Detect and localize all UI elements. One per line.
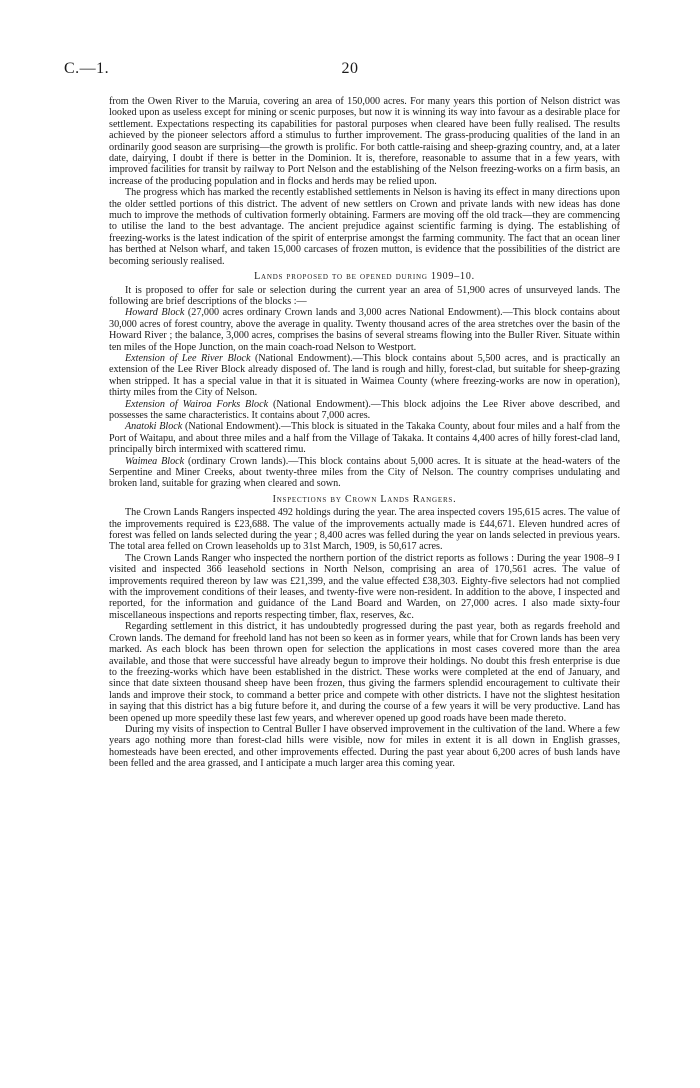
block-text-anatoki: (National Endowment).—This block is situated in the Takaka County, about four miles and a half from the Port of Waitapu, and about three miles and a half from the Village of Takaka. It contains 4,400 acres of hilly forest-clad land, principally birch intermixed with scattered rimu. <box>109 421 620 456</box>
paragraph-inspections-summary: The Crown Lands Rangers inspected 492 holdings during the year. The area inspected covers 195,615 acres. The value of the improvements required is £23,688. The value of the improvements actually made is £44,671. Eleven hundred acres of forest was felled on lands selected during the year ; 8,400 acres was felled during the year on lands selected in previous years. The total area felled on Crown leaseholds up to 31st March, 1909, is 50,617 acres. <box>109 507 620 553</box>
paragraph-wairoa-forks-block <box>109 399 620 422</box>
block-name-waimea: Waimea Block <box>125 455 185 467</box>
heading-inspections: Inspections by Crown Lands Rangers. <box>272 493 457 505</box>
document-body <box>109 96 620 770</box>
block-name-wairoa-forks: Extension of Wairoa Forks Block <box>125 398 269 410</box>
page-number: 20 <box>341 60 359 77</box>
block-text-waimea: (ordinary Crown lands).—This block contains about 5,000 acres. It is situate at the head-waters of the Serpentine and Miner Creeks, about twenty-three miles from the City of Nelson. The country comprises undulating and broken land, suitable for grazing when cleared and sown. <box>109 455 621 490</box>
heading-lands-proposed: Lands proposed to be opened during 1909–10. <box>254 271 475 283</box>
paragraph-northern-ranger-report: The Crown Lands Ranger who inspected the northern portion of the district reports as follows : During the year 1908–9 I visited and inspected 366 leasehold sections in North Nelson, comprising an area of 170,561 acres. The value of improvements required thereon by law was £21,399, and the value effected £38,303. Eighty-five selectors had not complied with the improvement conditions of their leases, and twenty-five were non-resident. In addition to the above, I inspected and reported, for the information and guidance of the Land Board and Warden, on 27,000 acres. I also made sixty-four miscellaneous inspections and reports respecting timber, flax, reserves, &c. <box>109 552 620 621</box>
page-header <box>64 60 636 84</box>
paragraph-lee-river-block <box>109 353 620 399</box>
paragraph-howard-block <box>109 307 620 353</box>
paragraph-lands-intro: It is proposed to offer for sale or selection during the current year an area of 51,900 acres of unsurveyed lands. The following are brief descriptions of the blocks :— <box>109 284 620 307</box>
paragraph-waimea-block <box>109 456 620 490</box>
paragraph-settlement-progress: Regarding settlement in this district, it has undoubtedly progressed during the past year, both as regards freehold and Crown lands. The demand for freehold land has not been so keen as in former years, while that for Crown lands has been very marked. As each block has been thrown open for selection the applications in most cases covered more than the area available, and those that were successful have already begun to improve their holdings. No doubt this fresh enterprise is due to the freezing-works which have been established in the district. These works were completed at the end of January, and since that date sixteen thousand sheep have been frozen, thus giving the farmers splendid encouragement to cultivate their lands and improve their stock, to command a better price and compete with other districts. I have not the slightest hesitation in saying that this district has a big future before it, and during the course of a few years it will be very productive. Land has been opened up more speedily these last few years, and wherever opened up good roads have been made thereto. <box>109 621 620 724</box>
block-name-anatoki: Anatoki Block <box>125 421 183 433</box>
block-name-lee-river: Extension of Lee River Block <box>125 352 251 364</box>
paragraph-anatoki-block <box>109 421 620 455</box>
block-text-lee-river: (National Endowment).—This block contains about 5,500 acres, and is practically an extension of the Lee River Block already disposed of. The land is rough and hilly, forest-clad, but suitable for sheep-grazing when stripped. It has a special value in that it is situated in Waimea County (where freezing-works are now in operation), thirty miles from the City of Nelson. <box>109 352 620 399</box>
paragraph-progress: The progress which has marked the recently established settlements in Nelson is having its effect in many directions upon the older settled portions of this district. The advent of new settlers on Crown and private lands with new ideas has done much to improve the methods of cultivation formerly obtaining. Farmers are moving off the old track—they are commencing to utilise the land to the best advantage. The ancient prejudice against scientific farming is dying. The establishing of freezing-works is the latest indication of the spirit of enterprise amongst the farming community. The fact that an ocean liner has berthed at Nelson wharf, and taken 15,000 carcases of frozen mutton, is evidence that the possibilities of the district are becoming seriously realised. <box>109 187 620 267</box>
block-name-howard: Howard Block <box>125 307 185 319</box>
paragraph-owen-maruia: from the Owen River to the Maruia, covering an area of 150,000 acres. For many years this portion of Nelson district was looked upon as useless except for mining or scenic purposes, but now it is winning its way into favour as a desirable place for settlement. Expectations respecting its capabilities for pastoral purposes when cleared have been fully realised. The results achieved by the pioneer selectors afford a stimulus to further improvement. The grass-producing qualities of the land in an ordinarily good season are surprising—the growth is prolific. For both cattle-raising and sheep-grazing country, and, at a later date, dairying, I doubt if there is better in the Dominion. It is, therefore, reasonable to assume that in a few years, with improved facilities for transit by railway to Port Nelson and the establishing of the Nelson freezing-works on a firm basis, an increase of the producing population and in flocks and herds may be relied upon. <box>109 96 620 187</box>
parliamentary-paper-series: C.—1. <box>64 60 110 77</box>
block-text-wairoa-forks: (National Endowment).—This block adjoins the Lee River above described, and possesses the same characteristics. It contains about 7,000 acres. <box>109 398 620 421</box>
block-text-howard: (27,000 acres ordinary Crown lands and 3,000 acres National Endowment).—This block contains about 30,000 acres of forest country, above the average in quality. Twenty thousand acres of the area stretches over the basin of the Howard River ; the balance, 3,000 acres, comprises the basins of several streams flowing into the Buller River. Situate within ten miles of the Hope Junction, on the main coach-road Nelson to Westport. <box>109 307 620 353</box>
paragraph-central-buller: During my visits of inspection to Central Buller I have observed improvement in the cultivation of the land. Where a few years ago nothing more than forest-clad hills were visible, now for miles in extent it is all down in English grasses, homesteads have been erected, and other improvements effected. During the past year about 6,200 acres of bush lands have been felled and the area grassed, and I anticipate a much larger area this coming year. <box>109 723 620 770</box>
